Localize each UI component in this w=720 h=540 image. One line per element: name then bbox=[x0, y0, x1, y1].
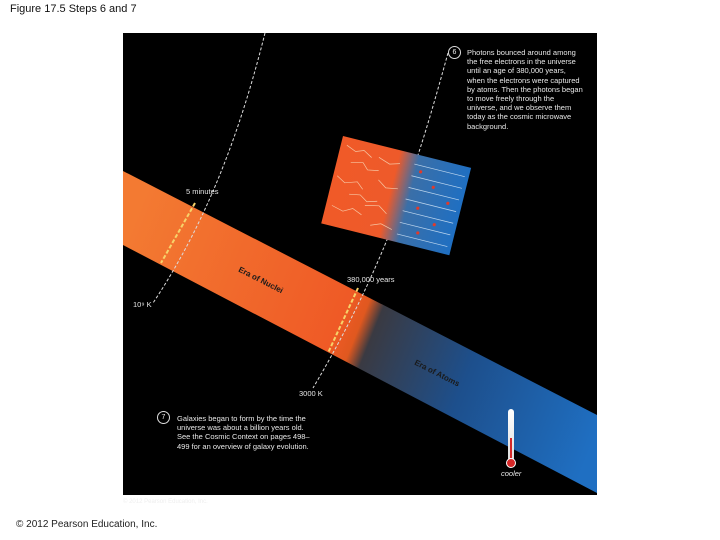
step-7-badge: 7 bbox=[157, 411, 170, 424]
step-6-text: Photons bounced around among the free electrons in the universe until an age of 380,000 years, when the electrons were captured by atoms. Then the photons began to move freely through the universe, and we observe them today as the cosmic microwave background. bbox=[467, 48, 583, 131]
panel-copyright: © 2012 Pearson Education, Inc. bbox=[123, 499, 208, 505]
photon-box bbox=[321, 136, 471, 255]
copyright-footer: © 2012 Pearson Education, Inc. bbox=[16, 519, 158, 530]
label-1e9-k: 10⁹ K bbox=[133, 300, 152, 309]
label-5-minutes: 5 minutes bbox=[186, 187, 219, 196]
era-of-atoms-label: Era of Atoms bbox=[412, 358, 462, 389]
era-of-nuclei-label: Era of Nuclei bbox=[236, 265, 285, 296]
figure-panel bbox=[123, 33, 597, 505]
label-380000-years: 380,000 years bbox=[347, 275, 395, 284]
page-title: Figure 17.5 Steps 6 and 7 bbox=[10, 3, 137, 15]
step-7-text: Galaxies began to form by the time the universe was about a billion years old. See the Cosmic Context on pages 498–499 for an overview of galaxy evolution. bbox=[177, 414, 310, 451]
label-cooler: cooler bbox=[501, 469, 522, 478]
label-3000-k: 3000 K bbox=[299, 389, 323, 398]
step-6-badge: 6 bbox=[448, 46, 461, 59]
